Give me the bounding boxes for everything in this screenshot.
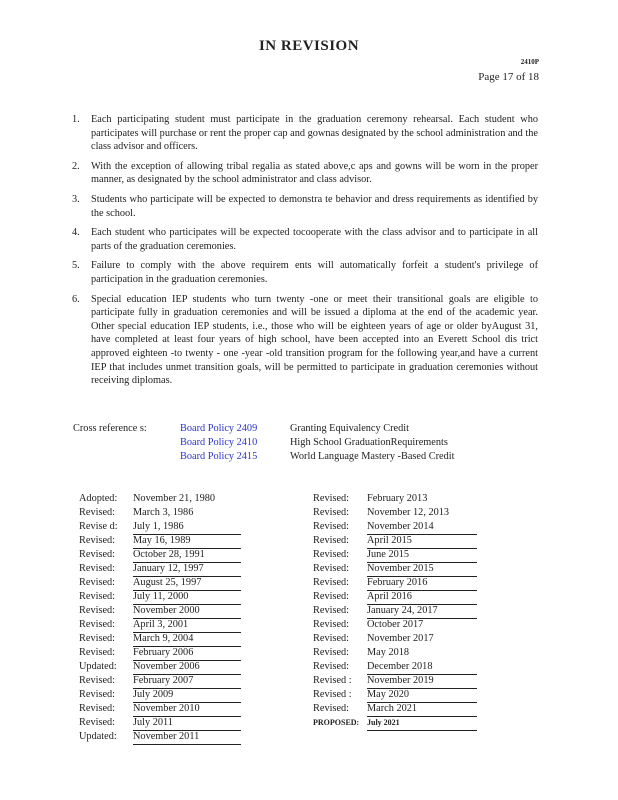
- policy-link[interactable]: Board Policy 2409: [180, 423, 258, 434]
- list-item: [72, 160, 538, 187]
- history-row: [313, 716, 477, 730]
- history-date: November 2010: [133, 702, 241, 717]
- policy-link[interactable]: Board Policy 2410: [180, 437, 258, 448]
- cross-reference-row: [180, 422, 409, 436]
- history-date: November 21, 1980: [133, 493, 216, 504]
- revision-history-left: [79, 492, 241, 744]
- history-label: Revised:: [79, 647, 116, 658]
- list-item: [72, 226, 538, 253]
- history-label: Revised:: [313, 563, 350, 574]
- history-label: Revised:: [79, 577, 116, 588]
- history-row: [313, 520, 477, 534]
- history-label: Revised:: [79, 591, 116, 602]
- list-item: [72, 259, 538, 286]
- page-number: Page 17 of 18: [478, 71, 539, 83]
- history-row: [79, 548, 241, 562]
- cross-reference-row: [180, 450, 454, 464]
- history-row: [313, 688, 477, 702]
- history-label: Revised:: [313, 493, 350, 504]
- history-label: Revise d:: [79, 521, 118, 532]
- history-label: Revised:: [313, 535, 350, 546]
- history-label: Revised:: [313, 507, 350, 518]
- history-date: June 2015: [367, 548, 477, 563]
- history-row: [79, 534, 241, 548]
- history-label: Revised:: [313, 661, 350, 672]
- history-row: [313, 562, 477, 576]
- item-number: 5.: [72, 260, 80, 272]
- history-date: February 2013: [367, 493, 428, 504]
- list-item: [72, 193, 538, 220]
- history-label: Revised :: [313, 675, 352, 686]
- history-row: [79, 730, 241, 744]
- history-row: [313, 660, 477, 674]
- history-date: January 12, 1997: [133, 562, 241, 577]
- history-row: [313, 604, 477, 618]
- history-row: [313, 590, 477, 604]
- policy-title: World Language Mastery -Based Credit: [290, 451, 455, 462]
- history-row: [79, 576, 241, 590]
- history-date: December 2018: [367, 660, 477, 675]
- item-text: Special education IEP students who turn twenty -one or meet their transitional goals are eligible to participate fully in graduation ceremonies and will be issued a diploma at the end of the academic year. Other special education IEP students, i.e., those who will be eighteen years of age or older byAugust 31, have completed at least four years of high school, have been accepted into an Everett School dis trict approved eighteen -to twenty - one -year -old transition program for the following year,and have a current IEP that includes unmet transition goals, will be permitted to participate in graduation ceremonies without receiving diplomas.: [91, 293, 538, 387]
- history-row: [79, 632, 241, 646]
- item-text: Failure to comply with the above requirem ents will automatically forfeit a student's privilege of participation in the graduation ceremonies.: [91, 260, 538, 285]
- history-date: November 2014: [367, 520, 477, 535]
- history-label: Revised:: [79, 605, 116, 616]
- history-label: Revised:: [79, 535, 116, 546]
- history-row: [79, 688, 241, 702]
- history-date: February 2006: [133, 646, 241, 661]
- history-row: [313, 646, 477, 660]
- history-label: Revised:: [313, 605, 350, 616]
- item-text: Each student who participates will be expected tocooperate with the class advisor and to participate in all parts of the graduation ceremonies.: [91, 227, 538, 252]
- history-date: July 11, 2000: [133, 590, 241, 605]
- history-label: Revised:: [79, 563, 116, 574]
- history-date: May 16, 1989: [133, 534, 241, 549]
- history-row: [313, 506, 477, 520]
- history-date: November 2000: [133, 604, 241, 619]
- item-number: 6.: [72, 293, 80, 305]
- history-label: Revised:: [79, 633, 116, 644]
- history-date: April 3, 2001: [133, 618, 241, 633]
- history-label: PROPOSED:: [313, 718, 360, 727]
- history-label: Revised:: [313, 591, 350, 602]
- history-label: Revised:: [313, 619, 350, 630]
- history-label: Revised:: [79, 507, 116, 518]
- document-title: IN REVISION: [258, 38, 360, 54]
- history-row: [79, 604, 241, 618]
- history-row: [79, 646, 241, 660]
- list-item: [72, 113, 538, 154]
- history-label: Revised :: [313, 689, 352, 700]
- history-date: November 2015: [367, 562, 477, 577]
- history-date: July 2011: [133, 716, 241, 731]
- history-date: October 2017: [367, 619, 424, 630]
- history-row: [79, 590, 241, 604]
- history-date: April 2016: [367, 590, 477, 605]
- history-date: August 25, 1997: [133, 576, 241, 591]
- history-row: [79, 702, 241, 716]
- history-row: [79, 562, 241, 576]
- history-date: March 3, 1986: [133, 507, 194, 518]
- history-date: July 1, 1986: [133, 520, 241, 535]
- history-row: [313, 618, 477, 632]
- item-number: 2.: [72, 160, 80, 172]
- history-label: Revised:: [313, 521, 350, 532]
- history-row: [313, 674, 477, 688]
- history-date: March 9, 2004: [133, 632, 241, 647]
- history-label: Revised:: [79, 689, 116, 700]
- history-row: [313, 548, 477, 562]
- history-date: March 2021: [367, 702, 477, 717]
- history-row: [79, 506, 241, 520]
- item-number: 1.: [72, 114, 80, 125]
- history-date: February 2016: [367, 576, 477, 591]
- history-label: Revised:: [79, 717, 116, 728]
- history-label: Adopted:: [79, 493, 118, 504]
- history-date: October 28, 1991: [133, 548, 241, 563]
- policy-link[interactable]: Board Policy 2415: [180, 451, 258, 462]
- history-row: [313, 534, 477, 548]
- history-row: [79, 716, 241, 730]
- history-date: November 12, 2013: [367, 507, 450, 518]
- item-text: Each participating student must participate in the graduation ceremony rehearsal. Each student who participates will purchase or rent the proper cap and gownas designated by the school administration and the class advisor and officers.: [91, 114, 538, 153]
- cross-reference-row: [180, 436, 448, 450]
- history-label: Revised:: [79, 619, 116, 630]
- history-row: [79, 520, 241, 534]
- history-row: [313, 492, 477, 506]
- history-date: November 2011: [133, 730, 241, 745]
- history-label: Revised:: [79, 703, 116, 714]
- history-date: July 2021: [367, 716, 477, 731]
- history-date: May 2020: [367, 688, 477, 703]
- history-date: February 2007: [133, 674, 241, 689]
- item-text: With the exception of allowing tribal regalia as stated above,c aps and gowns will be worn in the proper manner, as designated by the school administrator and class advisor.: [91, 160, 538, 186]
- history-date: April 2015: [367, 534, 477, 549]
- history-row: [79, 674, 241, 688]
- history-date: November 2006: [133, 660, 241, 675]
- history-label: Revised:: [313, 647, 350, 658]
- cross-reference-label: Cross reference s:: [73, 423, 147, 434]
- history-date: July 2009: [133, 688, 241, 703]
- history-label: Revised:: [313, 633, 350, 644]
- item-number: 4.: [72, 227, 80, 239]
- history-date: May 2018: [367, 647, 410, 658]
- history-row: [79, 660, 241, 674]
- history-label: Revised:: [79, 675, 116, 686]
- history-row: [313, 702, 477, 716]
- policy-code: 2410P: [520, 58, 539, 66]
- history-row: [313, 576, 477, 590]
- procedure-list: [72, 113, 538, 394]
- revision-history-right: [313, 492, 477, 730]
- history-label: Updated:: [79, 731, 117, 742]
- list-item: [72, 293, 538, 388]
- history-date: November 2019: [367, 674, 477, 689]
- history-row: [79, 618, 241, 632]
- policy-title: High School GraduationRequirements: [290, 437, 448, 448]
- history-row: [313, 632, 477, 646]
- history-date: January 24, 2017: [367, 604, 477, 619]
- history-label: Revised:: [313, 549, 350, 560]
- policy-title: Granting Equivalency Credit: [290, 423, 409, 434]
- history-date: November 2017: [367, 633, 434, 644]
- history-label: Revised:: [313, 577, 350, 588]
- history-label: Revised:: [313, 703, 350, 714]
- item-text: Students who participate will be expected to demonstra te behavior and dress requirements as identified by the school.: [91, 193, 538, 219]
- history-label: Updated:: [79, 661, 117, 672]
- history-row: [79, 492, 241, 506]
- history-label: Revised:: [79, 549, 116, 560]
- item-number: 3.: [72, 193, 80, 205]
